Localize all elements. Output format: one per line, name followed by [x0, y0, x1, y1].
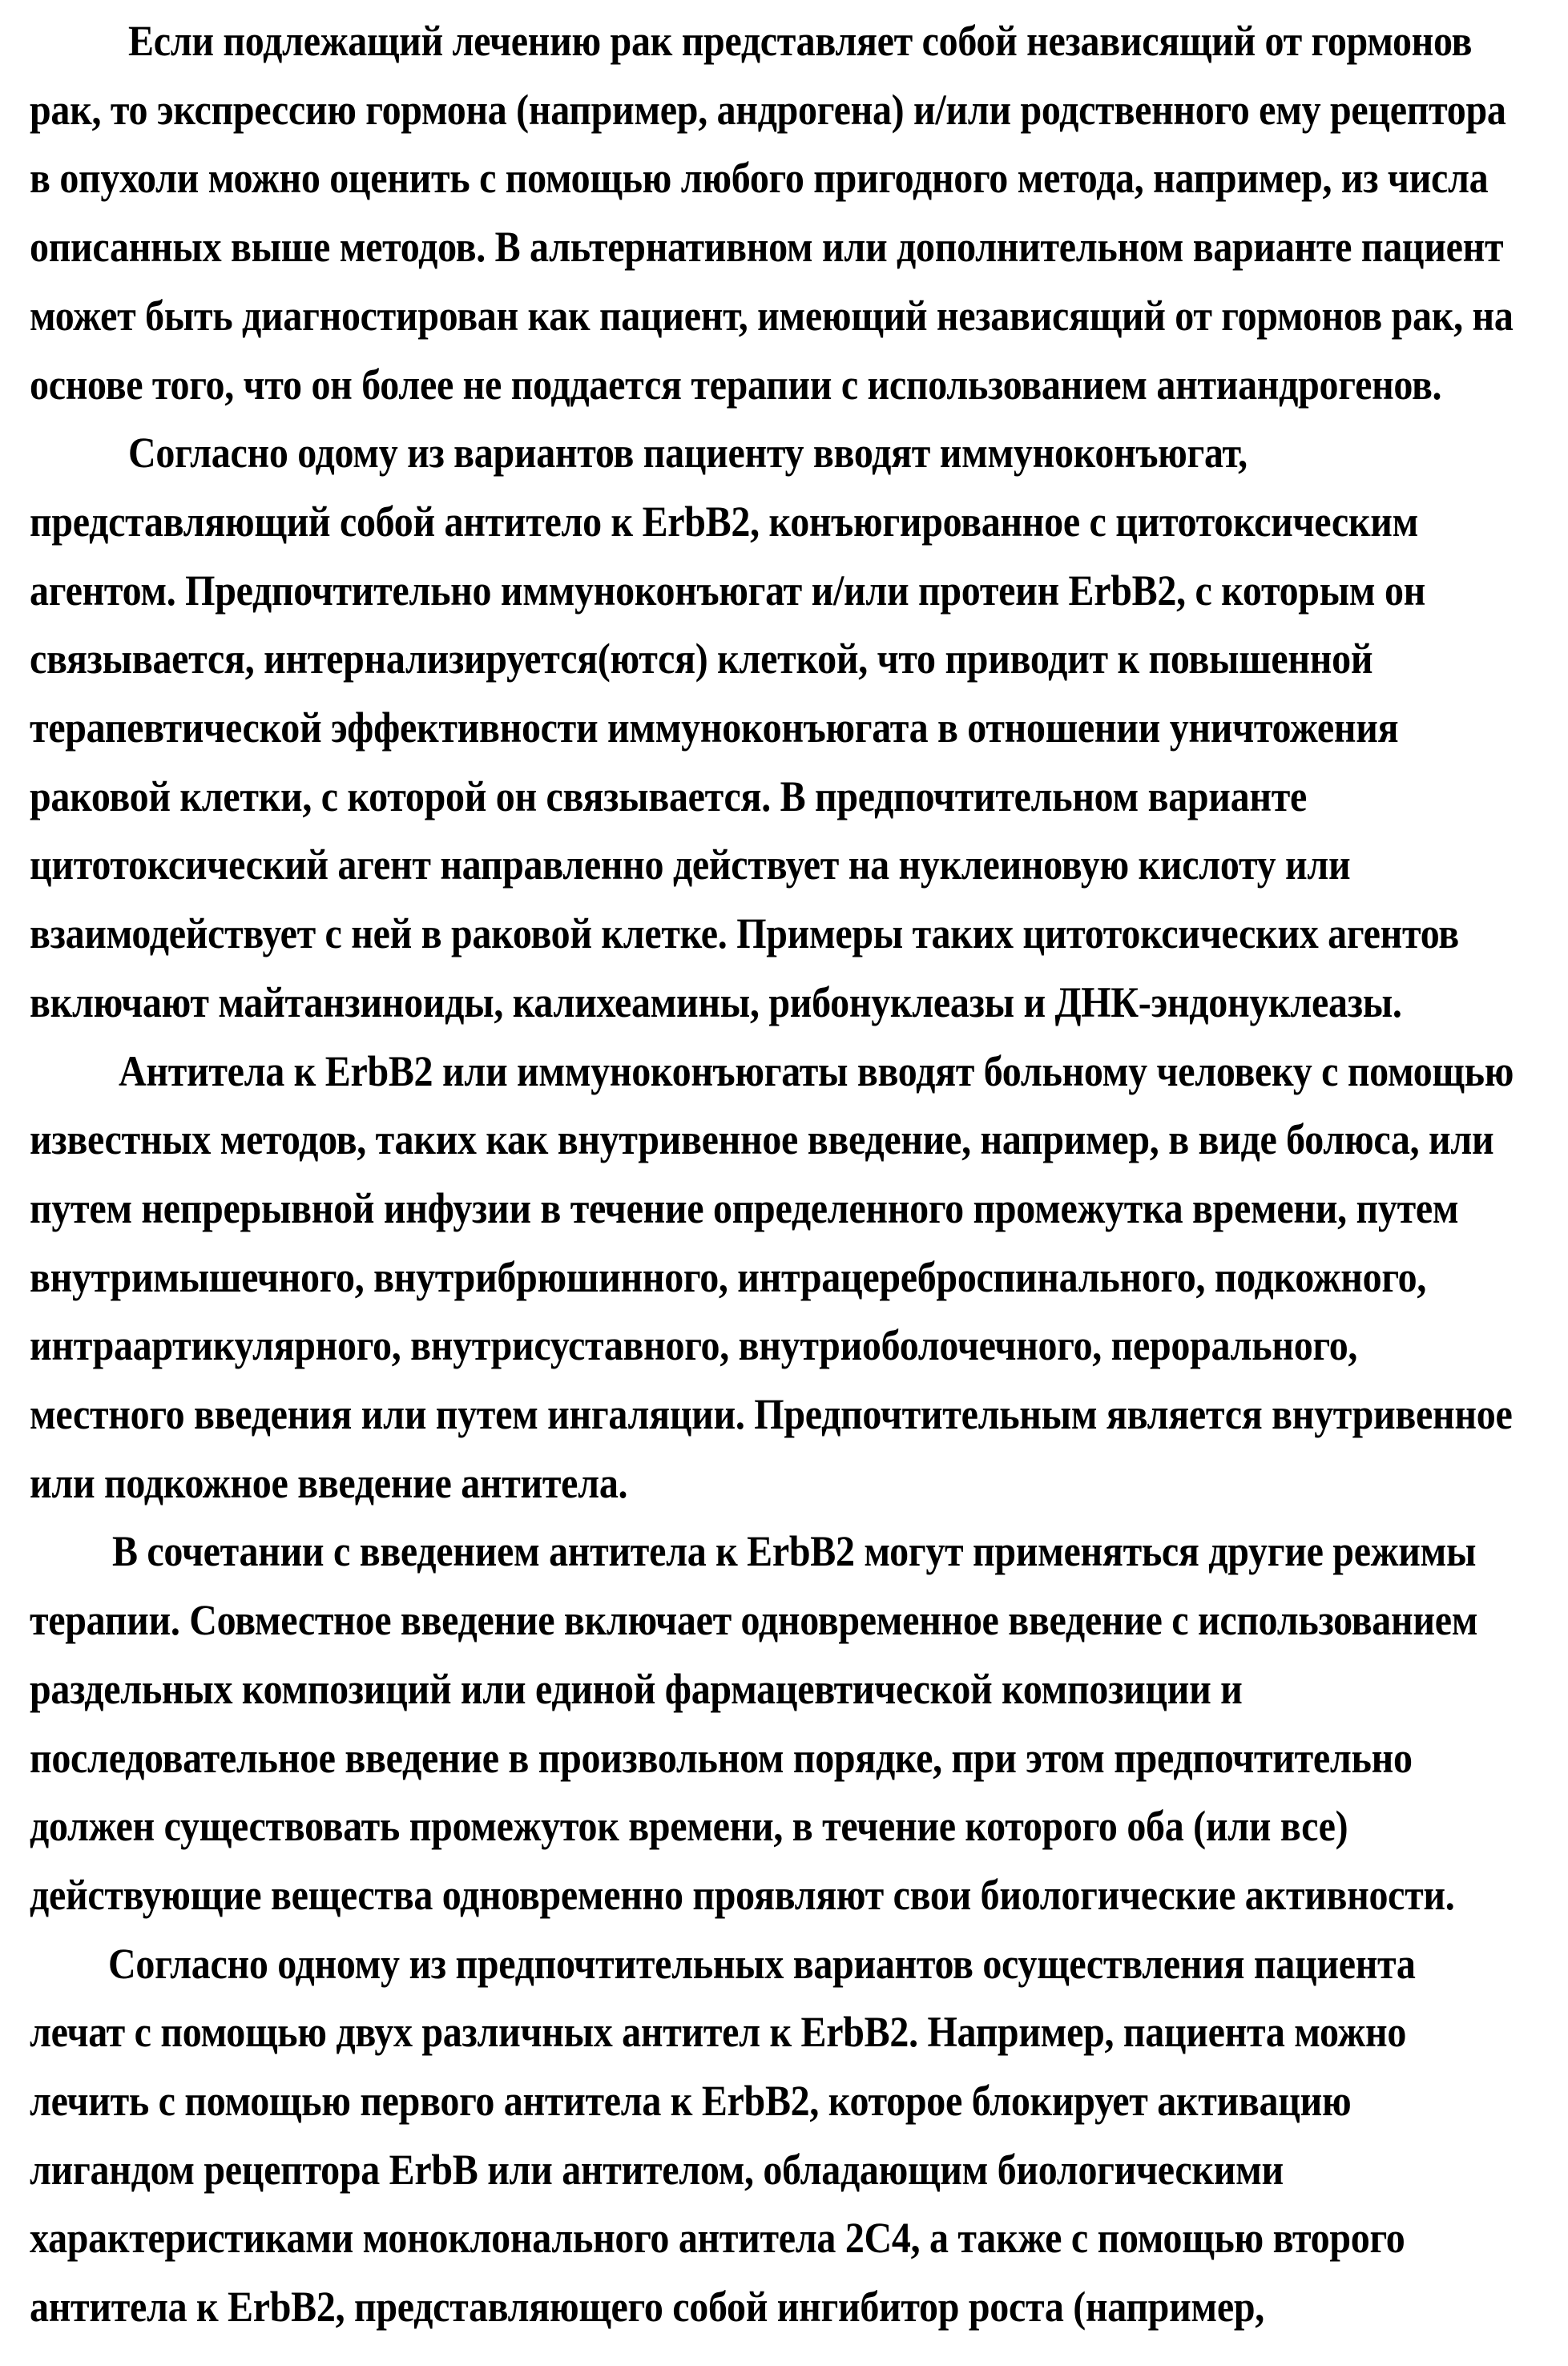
text-line: лечат с помощью двух различных антител к ErbB2. Например, пациента можно [30, 2006, 1406, 2060]
text-line: интраартикулярного, внутрисуставного, внутриоболочечного, перорального, [30, 1320, 1357, 1373]
text-line: местного введения или путем ингаляции. Предпочтительным является внутривенное [30, 1388, 1512, 1441]
text-line: известных методов, таких как внутривенное введение, например, в виде болюса, или [30, 1114, 1493, 1167]
text-line: терапевтической эффективности иммуноконъюгата в отношении уничтожения [30, 701, 1398, 755]
text-line: внутримышечного, внутрибрюшинного, интрацереброспинального, подкожного, [30, 1251, 1426, 1304]
text-line: последовательное введение в произвольном порядке, при этом предпочтительно [30, 1731, 1413, 1785]
document-page [0, 0, 1568, 2366]
text-line: представляющий собой антитело к ErbB2, конъюгированное с цитотоксическим [30, 495, 1418, 549]
text-line: антитела к ErbB2, представляющего собой ингибитор роста (например, [30, 2280, 1264, 2334]
text-line: раздельных композиций или единой фармацевтической композиции и [30, 1663, 1243, 1716]
text-line: или подкожное введение антитела. [30, 1457, 627, 1510]
text-line: рак, то экспрессию гормона (например, андрогена) и/или родственного ему рецептора [30, 83, 1506, 137]
paragraph-first-line: В сочетании с введением антитела к ErbB2 могут применяться другие режимы [112, 1526, 1476, 1579]
paragraph-first-line: Согласно одому из вариантов пациенту вводят иммуноконъюгат, [128, 427, 1248, 481]
text-line: лигандом рецептора ErbB или антителом, обладающим биологическими [30, 2143, 1284, 2197]
text-line: включают майтанзиноиды, калихеамины, рибонуклеазы и ДНК-эндонуклеазы. [30, 976, 1402, 1030]
text-line: терапии. Совместное введение включает одновременное введение с использованием [30, 1594, 1477, 1647]
text-line: цитотоксический агент направленно действует на нуклеиновую кислоту или [30, 839, 1350, 893]
text-line: должен существовать промежуток времени, в течение которого оба (или все) [30, 1800, 1348, 1854]
text-line: описанных выше методов. В альтернативном или дополнительном варианте пациент [30, 220, 1503, 274]
text-line: лечить с помощью первого антитела к ErbB2, которое блокирует активацию [30, 2074, 1351, 2128]
text-line: взаимодействует с ней в раковой клетке. Примеры таких цитотоксических агентов [30, 907, 1459, 961]
paragraph-first-line: Если подлежащий лечению рак представляет собой независящий от гормонов [128, 14, 1472, 68]
paragraph-first-line: Согласно одному из предпочтительных вариантов осуществления пациента [108, 1937, 1416, 1991]
text-line: в опухоли можно оценить с помощью любого пригодного метода, например, из числа [30, 152, 1488, 206]
text-line: путем непрерывной инфузии в течение определенного промежутка времени, путем [30, 1182, 1458, 1235]
text-line: раковой клетки, с которой он связывается. В предпочтительном варианте [30, 770, 1307, 824]
text-line: основе того, что он более не поддается терапии с использованием антиандрогенов. [30, 358, 1441, 412]
text-line: характеристиками моноклонального антитела 2C4, а также с помощью второго [30, 2212, 1405, 2266]
text-line: связывается, интернализируется(ются) клеткой, что приводит к повышенной [30, 633, 1373, 687]
text-line: агентом. Предпочтительно иммуноконъюгат и/или протеин ErbB2, с которым он [30, 564, 1425, 618]
paragraph-first-line: Антитела к ErbB2 или иммуноконъюгаты вводят больному человеку с помощью [119, 1045, 1514, 1098]
text-line: действующие вещества одновременно проявляют свои биологические активности. [30, 1868, 1454, 1922]
text-line: может быть диагностирован как пациент, имеющий независящий от гормонов рак, на [30, 289, 1514, 343]
